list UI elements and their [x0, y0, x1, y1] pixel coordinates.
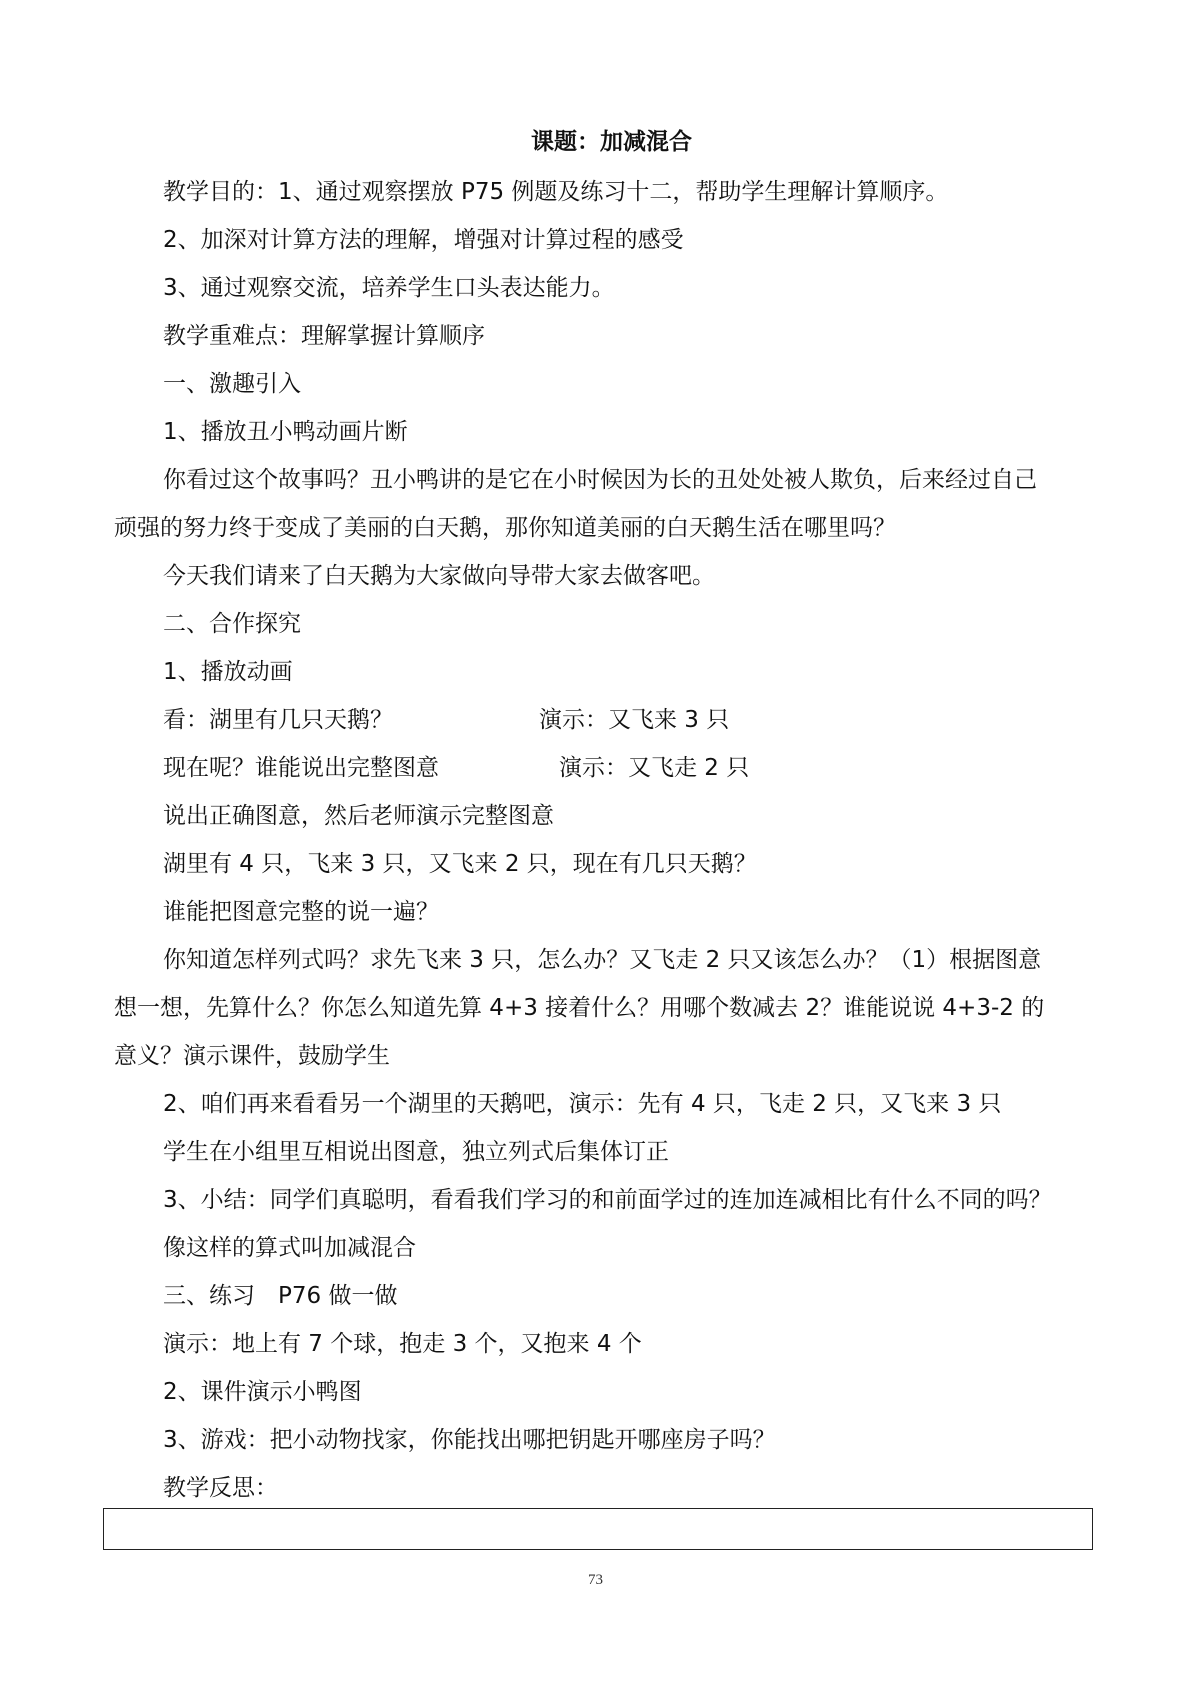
- reflection-label: 教学反思：: [163, 1475, 278, 1501]
- objective-line-3: 3、通过观察交流，培养学生口头表达能力。: [163, 275, 615, 301]
- section-heading-1: 一、激趣引入: [163, 371, 301, 397]
- retell-question: 谁能把图意完整的说一遍？: [163, 899, 439, 925]
- formula-paragraph-line-1: 你知道怎样列式吗？求先飞来 3 只，怎么办？又飞走 2 只又该怎么办？（1）根据图意: [163, 947, 1042, 973]
- correct-meaning: 说出正确图意，然后老师演示完整图意: [163, 803, 554, 829]
- lesson-body: [114, 168, 1094, 1512]
- key-difficulty: 教学重难点：理解掌握计算顺序: [163, 323, 485, 349]
- lesson-title: 课题：加减混合: [531, 129, 692, 155]
- section-heading-3: 三、练习 P76 做一做: [163, 1283, 398, 1309]
- summary-conclusion: 像这样的算式叫加减混合: [163, 1235, 416, 1261]
- formula-paragraph-line-3: 意义？演示课件，鼓励学生: [114, 1043, 390, 1069]
- guide-line: 今天我们请来了白天鹅为大家做向导带大家去做客吧。: [163, 563, 715, 589]
- practice-3: 3、游戏：把小动物找家，你能找出哪把钥匙开哪座房子吗？: [163, 1427, 776, 1453]
- step-2-1: 1、播放动画: [163, 659, 293, 685]
- section-heading-2: 二、合作探究: [163, 611, 301, 637]
- now-demo: 演示：又飞走 2 只: [559, 755, 750, 781]
- objective-line-2: 2、加深对计算方法的理解，增强对计算过程的感受: [163, 227, 684, 253]
- group-work: 学生在小组里互相说出图意，独立列式后集体订正: [163, 1139, 669, 1165]
- now-question: 现在呢？谁能说出完整图意: [163, 755, 439, 781]
- objective-line-1: 教学目的：1、通过观察摆放 P75 例题及练习十二，帮助学生理解计算顺序。: [163, 179, 949, 205]
- lake-count: 湖里有 4 只，飞来 3 只，又飞来 2 只，现在有几只天鹅？: [163, 851, 757, 877]
- now-line: [114, 744, 1094, 792]
- reflection-box: [103, 1508, 1093, 1550]
- practice-2: 2、课件演示小鸭图: [163, 1379, 362, 1405]
- page-number: 73: [588, 1572, 603, 1588]
- step-2-2: 2、咱们再来看看另一个湖里的天鹅吧，演示：先有 4 只，飞走 2 只，又飞来 3 只: [163, 1091, 1002, 1117]
- story-paragraph-line-2: 顽强的努力终于变成了美丽的白天鹅，那你知道美丽的白天鹅生活在哪里吗？: [114, 515, 896, 541]
- step-1-1: 1、播放丑小鸭动画片断: [163, 419, 408, 445]
- summary: 3、小结：同学们真聪明，看看我们学习的和前面学过的连加连减相比有什么不同的吗？: [163, 1187, 1052, 1213]
- look-question: 看：湖里有几只天鹅？: [163, 707, 393, 733]
- formula-paragraph-line-2: 想一想，先算什么？你怎么知道先算 4+3 接着什么？用哪个数减去 2？谁能说说 4+3-2 的: [114, 995, 1045, 1021]
- look-line: [114, 696, 1094, 744]
- story-paragraph-line-1: 你看过这个故事吗？丑小鸭讲的是它在小时候因为长的丑处处被人欺负，后来经过自己: [163, 467, 1037, 493]
- look-demo: 演示：又飞来 3 只: [539, 707, 730, 733]
- practice-demo: 演示：地上有 7 个球，抱走 3 个，又抱来 4 个: [163, 1331, 642, 1357]
